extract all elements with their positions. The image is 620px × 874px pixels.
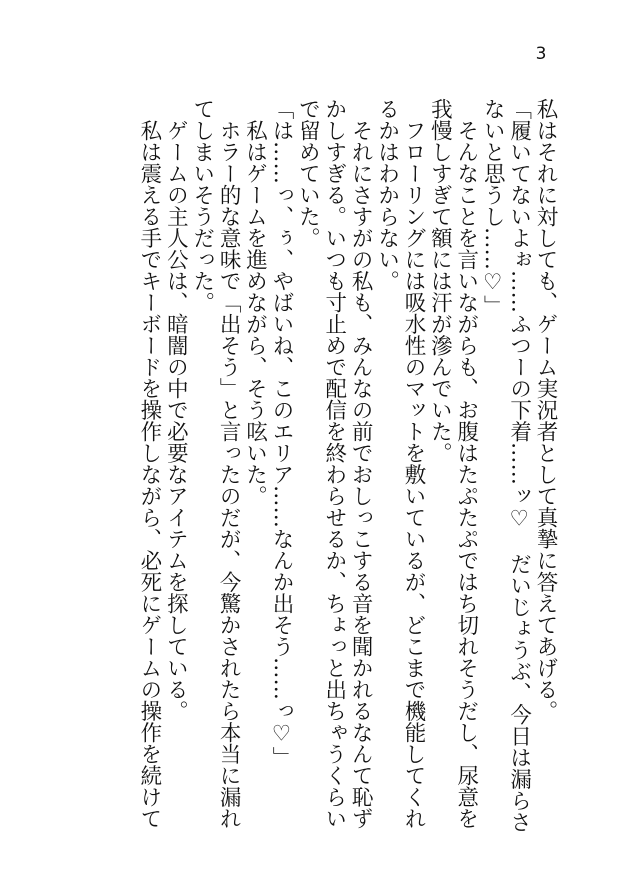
text-line: 我慢しすぎて額には汗が滲んでいた。 — [427, 98, 453, 464]
page-number: 3 — [535, 44, 547, 64]
text-line: で留めていた。 — [295, 98, 321, 249]
text-line: それにさすがの私も、みんなの前でおしっこする音を聞かれるなんて恥ず — [348, 98, 374, 829]
text-line: 私はゲームを進めながら、そう呟いた。 — [242, 98, 268, 507]
body-text — [136, 98, 559, 833]
text-line: てしまいそうだった。 — [189, 98, 215, 313]
text-line: 私はそれに対しても、ゲーム実況者として真摯に答えてあげる。 — [533, 98, 558, 722]
text-line: 「履いてないよぉ……ふつーの下着……ッ♡ だいじょうぶ、今日は漏らさ — [506, 98, 532, 833]
text-line: ホラー的な意味で「出そう」と言ったのだが、今驚かされたら本当に漏れ — [216, 98, 242, 829]
text-line: 私は震える手でキーボードを操作しながら、必死にゲームの操作を続けて — [136, 98, 162, 829]
text-line: そんなことを言いながらも、お腹はたぷたぷではち切れそうだし、尿意を — [453, 98, 479, 829]
text-line: 「は……っ、ぅ、やばいね、このエリア……なんか出そう……っ♡」 — [268, 98, 294, 768]
text-line: かしすぎる。いつも寸止めで配信を終わらせるか、ちょっと出ちゃうくらい — [321, 98, 347, 829]
text-line: ないと思うし……♡」 — [480, 98, 506, 317]
text-line: フローリングには吸水性のマットを敷いているが、どこまで機能してくれ — [400, 98, 426, 829]
text-line: ゲームの主人公は、暗闇の中で必要なアイテムを探している。 — [163, 98, 189, 722]
text-line: るかはわからない。 — [374, 98, 400, 292]
